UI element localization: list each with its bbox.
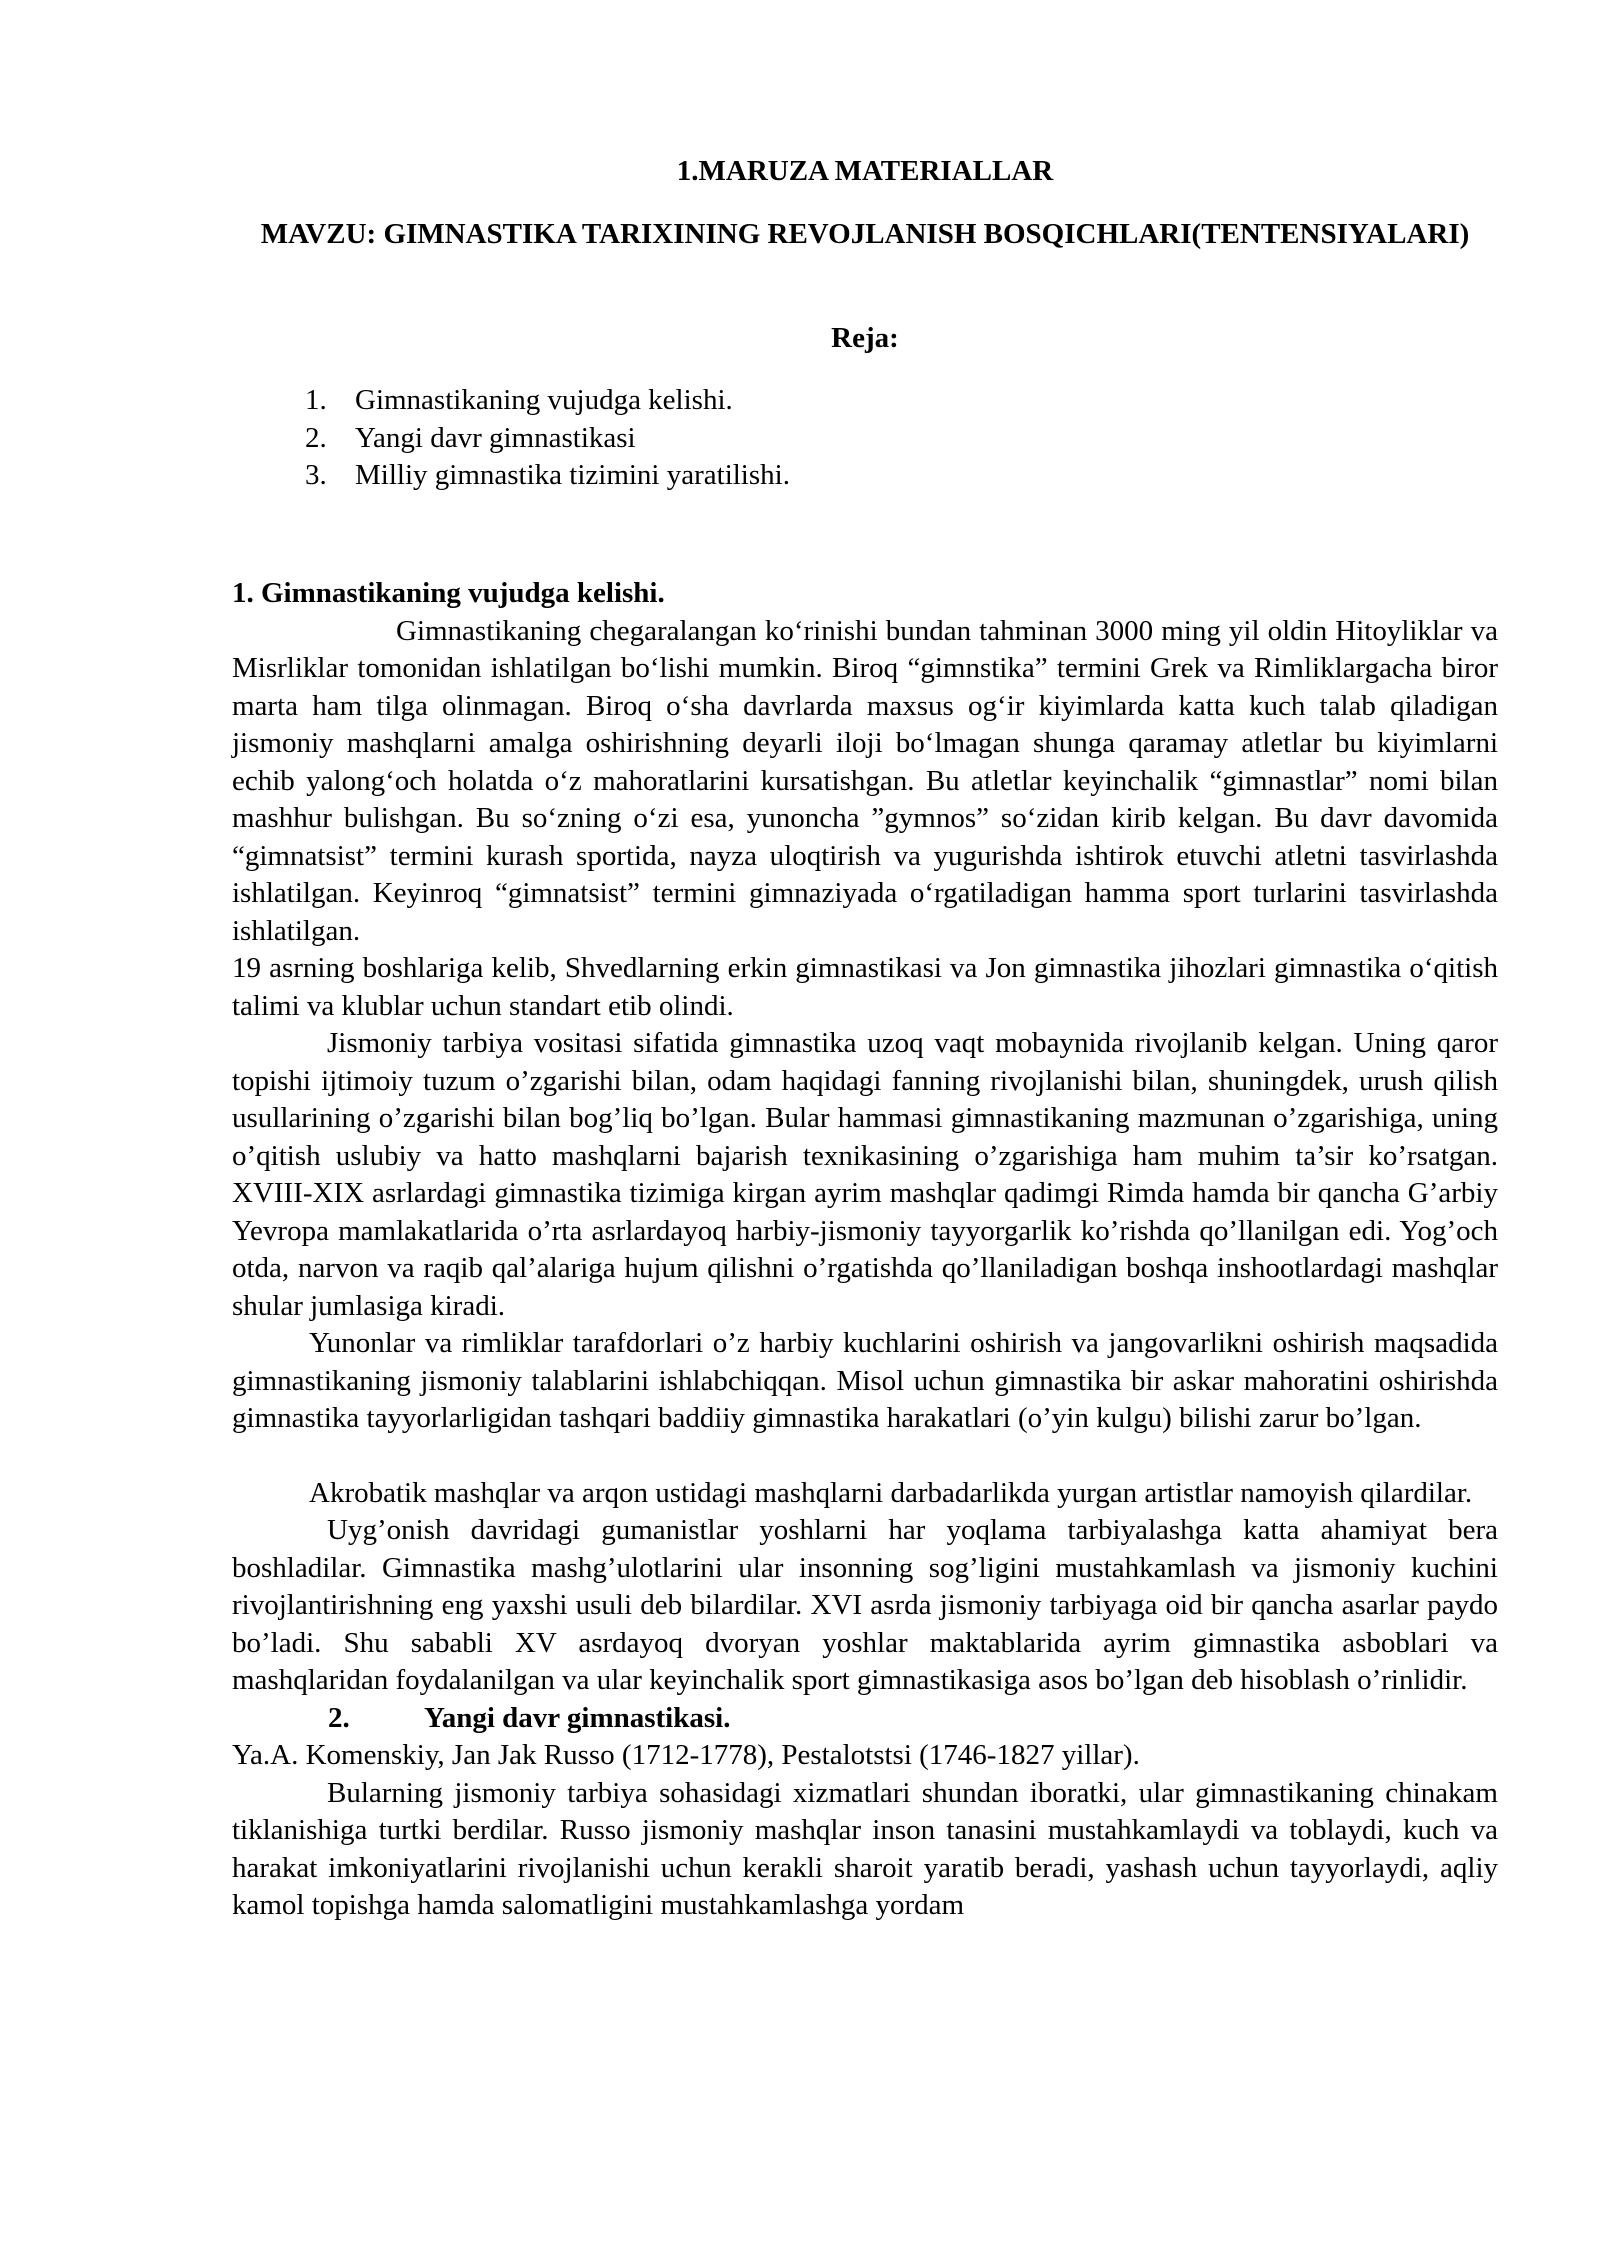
plan-item-text: Milliy gimnastika tizimini yaratilishi.: [355, 459, 790, 491]
plan-item: [305, 457, 790, 495]
plan-item-number: 3.: [305, 459, 327, 491]
plan-item-text: Yangi davr gimnastikasi: [355, 421, 636, 454]
paragraph: Akrobatik mashqlar va arqon ustidagi mashqlarni darbadarlikda yurgan artistlar namoyish qilardilar.: [309, 1476, 1473, 1509]
plan-item-number: 1.: [305, 384, 327, 416]
paragraph: Ya.A. Komenskiy, Jan Jak Russo (1712-1778), Pestalotstsi (1746-1827 yillar).: [232, 1739, 1140, 1771]
lecture-title: 1.MARUZA MATERIALLAR: [676, 155, 1054, 187]
section-2-title: Yangi davr gimnastikasi.: [424, 1701, 731, 1734]
paragraph-gap: [232, 1438, 1498, 1475]
paragraph: Gimnastikaning chegaralangan koʻrinishi bundan tahminan 3000 ming yil oldin Hitoyliklar va Misrliklar tomonidan ishlatilgan boʻlishi mumkin. Biroq “gimnstika” termini Grek va Rimliklargacha biror marta ham tilga olinmagan. Biroq oʻsha davrlarda maxsus ogʻir kiyimlarda katta kuch talab qiladigan jismoniy mashqlarni amalga oshirishning deyarli iloji boʻlmagan shunga qaramay atletlar bu kiyimlarni echib yalongʻoch holatda oʻz mahoratlarini kursatishgan. Bu atletlar keyinchalik “gimnastlar” nomi bilan mashhur bulishgan. Bu soʻzning oʻzi esa, yunoncha ”gymnos” soʻzidan kirib kelgan. Bu davr davomida “gimnatsist” termini kurash sportida, nayza uloqtirish va yugurishda ishtirok etuvchi atletni tasvirlashda ishlatilgan. Keyinroq “gimnatsist” termini gimnaziyada oʻrgatiladigan hamma sport turlarini tasvirlashda ishlatilgan.: [232, 614, 1498, 947]
plan-item: [305, 382, 790, 420]
paragraph: Uyg’onish davridagi gumanistlar yoshlarni har yoqlama tarbiyalashga katta ahamiyat bera boshladilar. Gimnastika mashg’ulotlarini ular insonning sog’ligini mustahkamlash va jismoniy kuchini rivojlantirishning eng yaxshi usuli deb bilardilar. XVI asrda jismoniy tarbiyaga oid bir qancha asarlar paydo bo’ladi. Shu sababli XV asrdayoq dvoryan yoshlar maktablarida ayrim gimnastika asboblari va mashqlaridan foydalanilgan va ular keyinchalik sport gimnastikasiga asos bo’lgan deb hisoblash o’rinlidir.: [232, 1514, 1498, 1696]
plan-item-text: Gimnastikaning vujudga kelishi.: [355, 384, 733, 416]
body-text: [232, 575, 1498, 1925]
section-2-number: 2.: [328, 1701, 350, 1734]
paragraph: Jismoniy tarbiya vositasi sifatida gimnastika uzoq vaqt mobaynida rivojlanib kelgan. Uning qaror topishi ijtimoiy tuzum o’zgarishi bilan, odam haqidagi fanning rivojlanishi bilan, shuningdek, urush qilish usullarining o’zgarishi bilan bog’liq bo’lgan. Bular hammasi gimnastikaning mazmunan o’zgarishiga, uning o’qitish uslubiy va hatto mashqlarni bajarish texnikasining o’zgarishiga ham muhim ta’sir ko’rsatgan. XVIII-XIX asrlardagi gimnastika tizimiga kirgan ayrim mashqlar qadimgi Rimda hamda bir qancha G’arbiy Yevropa mamlakatlarida o’rta asrlardayoq harbiy-jismoniy tayyorgarlik ko’rishda qo’llanilgan edi. Yog’och otda, narvon va raqib qal’alariga hujum qilishni o’rgatishda qo’llaniladigan boshqa inshootlardagi mashqlar shular jumlasiga kiradi.: [232, 1027, 1498, 1322]
section-1-heading: 1. Gimnastikaning vujudga kelishi.: [232, 577, 665, 609]
section-2-heading: [232, 1700, 1498, 1738]
plan-list: [305, 382, 790, 495]
paragraph: 19 asrning boshlariga kelib, Shvedlarning erkin gimnastikasi va Jon gimnastika jihozlari gimnastika oʻqitish talimi va klublar uchun standart etib olindi.: [232, 952, 1498, 1022]
plan-item-number: 2.: [305, 421, 327, 454]
paragraph: Bularning jismoniy tarbiya sohasidagi xizmatlari shundan iboratki, ular gimnastikaning chinakam tiklanishiga turtki berdilar. Russo jismoniy mashqlar inson tanasini mustahkamlaydi va toblaydi, kuch va harakat imkoniyatlarini rivojlanishi uchun kerakli sharoit yaratib beradi, yashash uchun tayyorlaydi, aqliy kamol topishga hamda salomatligini mustahkamlashga yordam: [232, 1776, 1498, 1921]
plan-item: [305, 420, 790, 458]
paragraph: Yunonlar va rimliklar tarafdorlari o’z harbiy kuchlarini oshirish va jangovarlikni oshirish maqsadida gimnastikaning jismoniy talablarini ishlabchiqqan. Misol uchun gimnastika bir askar mahoratini oshirishda gimnastika tayyorlarligidan tashqari baddiiy gimnastika harakatlari (o’yin kulgu) bilishi zarur bo’lgan.: [232, 1327, 1498, 1434]
plan-label: Reja:: [831, 322, 899, 354]
topic-title: MAVZU: GIMNASTIKA TARIXINING REVOJLANISH BOSQICHLARI(TENTENSIYALARI): [260, 218, 1470, 250]
